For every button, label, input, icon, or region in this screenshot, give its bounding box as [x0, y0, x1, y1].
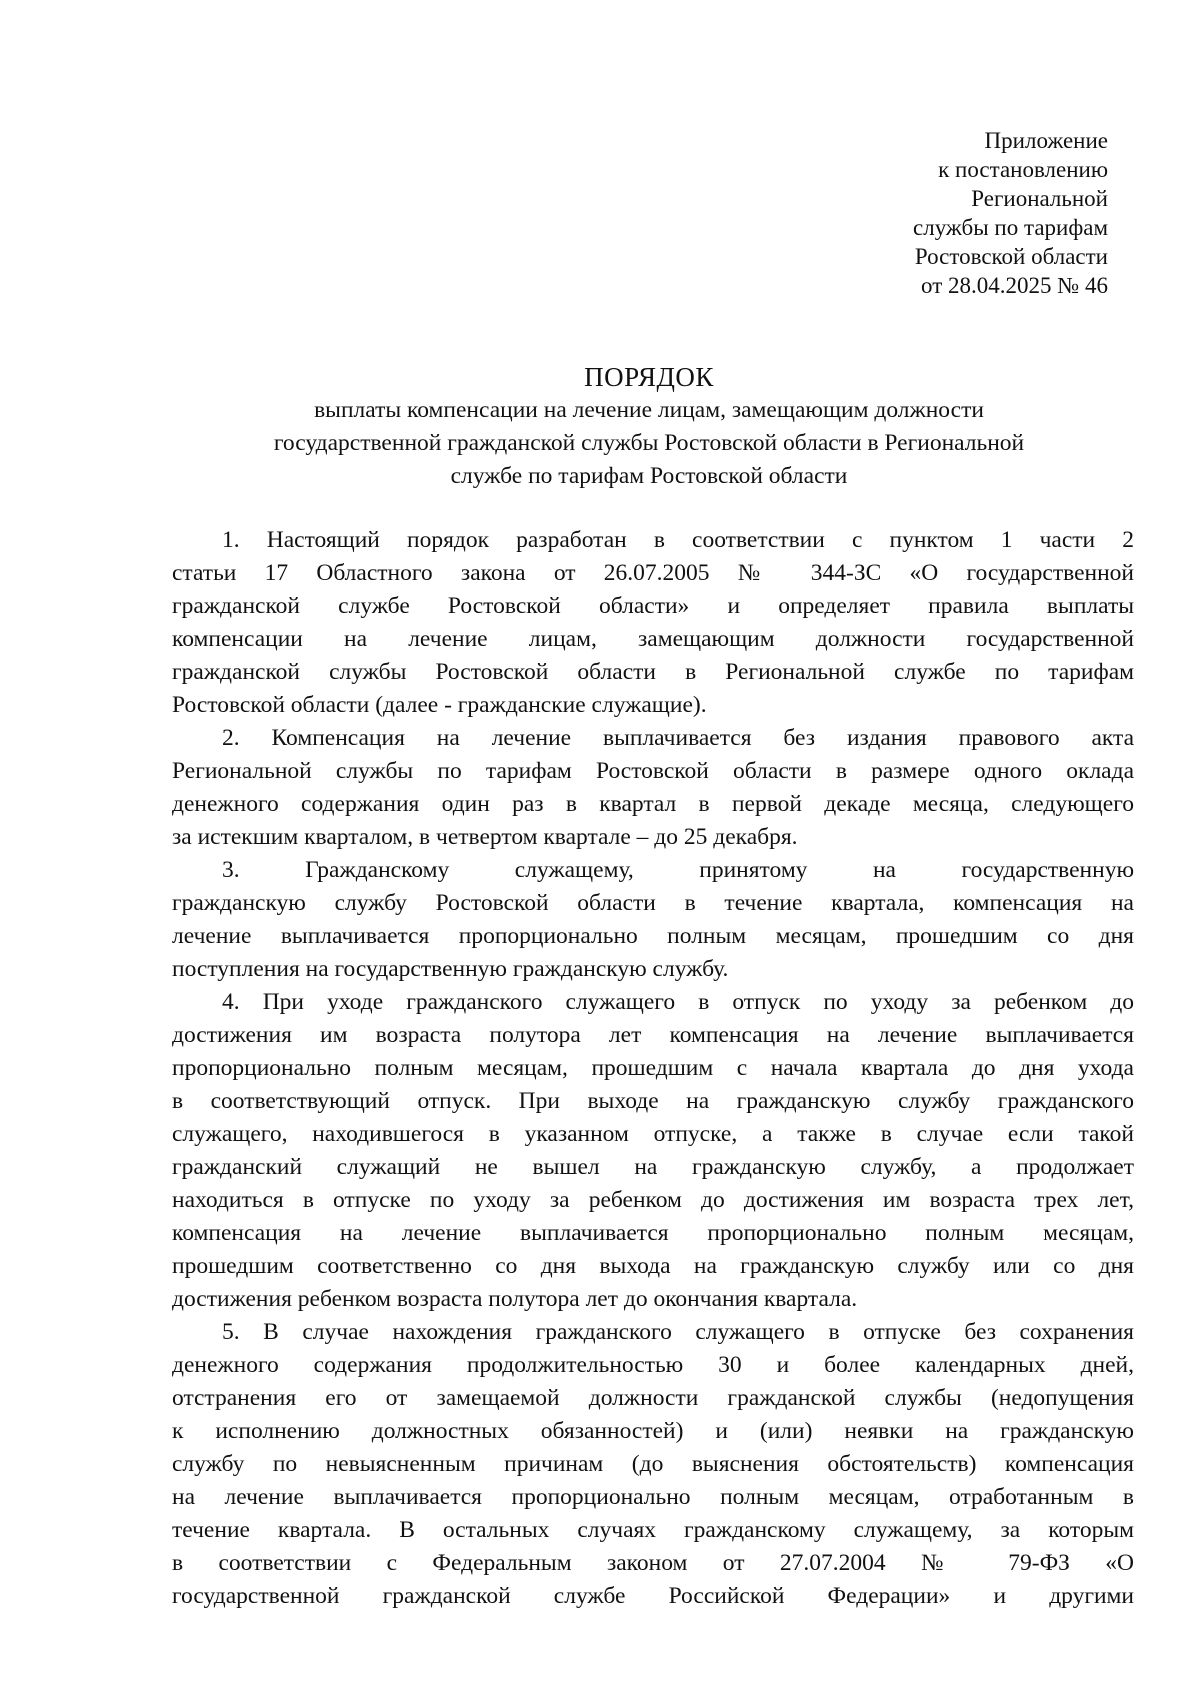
document-heading [172, 360, 1126, 493]
paragraph-1 [172, 524, 1134, 722]
paragraph-line: государственной гражданской службе Российской Федерации» и другими [172, 1583, 1134, 1609]
paragraph-4 [172, 986, 1134, 1316]
paragraph-line: статьи 17 Областного закона от 26.07.2005 № 344-ЗС «О государственной [172, 560, 1134, 586]
paragraph-line: достижения им возраста полутора лет компенсация на лечение выплачивается [172, 1022, 1134, 1048]
paragraph-line: находиться в отпуске по уходу за ребенком до достижения им возраста трех лет, [172, 1187, 1134, 1213]
paragraph-line: Ростовской области (далее - гражданские служащие). [172, 692, 707, 718]
annex-header [913, 126, 1108, 300]
paragraph-line: в соответствии с Федеральным законом от 27.07.2004 № 79-ФЗ «О [172, 1550, 1134, 1576]
paragraph-5 [172, 1316, 1134, 1613]
annex-line: службы по тарифам [913, 215, 1108, 240]
paragraph-line: на лечение выплачивается пропорционально полным месяцам, отработанным в [172, 1484, 1134, 1510]
paragraph-line: гражданскую службу Ростовской области в течение квартала, компенсация на [172, 890, 1134, 916]
subtitle-line: выплаты компенсации на лечение лицам, замещающим должности [314, 397, 984, 423]
paragraph-line: гражданской службе Ростовской области» и определяет правила выплаты [172, 593, 1134, 619]
paragraph-line: 4. При уходе гражданского служащего в отпуск по уходу за ребенком до [222, 989, 1134, 1015]
paragraph-2 [172, 722, 1134, 854]
paragraph-line: в соответствующий отпуск. При выходе на гражданскую службу гражданского [172, 1088, 1134, 1114]
paragraph-line: денежного содержания один раз в квартал в первой декаде месяца, следующего [172, 791, 1134, 817]
document-body [172, 524, 1134, 1613]
paragraph-line: денежного содержания продолжительностью 30 и более календарных дней, [172, 1352, 1134, 1378]
paragraph-3 [172, 854, 1134, 986]
paragraph-line: гражданской службы Ростовской области в Региональной службе по тарифам [172, 659, 1134, 685]
paragraph-line: достижения ребенком возраста полутора лет до окончания квартала. [172, 1286, 858, 1312]
annex-line: Ростовской области [914, 244, 1108, 269]
annex-line: к постановлению [938, 157, 1108, 182]
paragraph-line: 1. Настоящий порядок разработан в соответствии с пунктом 1 части 2 [222, 527, 1134, 553]
paragraph-line: компенсация на лечение выплачивается пропорционально полным месяцам, [172, 1220, 1134, 1246]
paragraph-line: Региональной службы по тарифам Ростовской области в размере одного оклада [172, 758, 1134, 784]
paragraph-line: за истекшим кварталом, в четвертом квартале – до 25 декабря. [172, 824, 798, 850]
paragraph-line: к исполнению должностных обязанностей) и (или) неявки на гражданскую [172, 1418, 1134, 1444]
paragraph-line: течение квартала. В остальных случаях гражданскому служащему, за которым [172, 1517, 1134, 1543]
paragraph-line: лечение выплачивается пропорционально полным месяцам, прошедшим со дня [172, 923, 1134, 949]
paragraph-line: 3. Гражданскому служащему, принятому на государственную [222, 857, 1134, 883]
paragraph-line: компенсации на лечение лицам, замещающим должности государственной [172, 626, 1134, 652]
paragraph-line: службу по невыясненным причинам (до выяснения обстоятельств) компенсация [172, 1451, 1134, 1477]
paragraph-line: 2. Компенсация на лечение выплачивается без издания правового акта [222, 725, 1134, 751]
paragraph-line: прошедшим соответственно со дня выхода на гражданскую службу или со дня [172, 1253, 1134, 1279]
annex-line: Приложение [984, 128, 1108, 153]
paragraph-line: 5. В случае нахождения гражданского служащего в отпуске без сохранения [222, 1319, 1134, 1345]
paragraph-line: гражданский служащий не вышел на гражданскую службу, а продолжает [172, 1154, 1134, 1180]
paragraph-line: пропорционально полным месяцам, прошедшим с начала квартала до дня ухода [172, 1055, 1134, 1081]
subtitle-line: государственной гражданской службы Ростовской области в Региональной [273, 430, 1025, 456]
document-title: ПОРЯДОК [584, 362, 714, 392]
annex-line: от 28.04.2025 № 46 [921, 273, 1108, 298]
annex-line: Региональной [971, 186, 1108, 211]
subtitle-line: службе по тарифам Ростовской области [450, 463, 848, 489]
paragraph-line: отстранения его от замещаемой должности гражданской службы (недопущения [172, 1385, 1134, 1411]
paragraph-line: служащего, находившегося в указанном отпуске, а также в случае если такой [172, 1121, 1134, 1147]
paragraph-line: поступления на государственную гражданскую службу. [172, 956, 729, 982]
document-subtitle [172, 394, 1126, 493]
